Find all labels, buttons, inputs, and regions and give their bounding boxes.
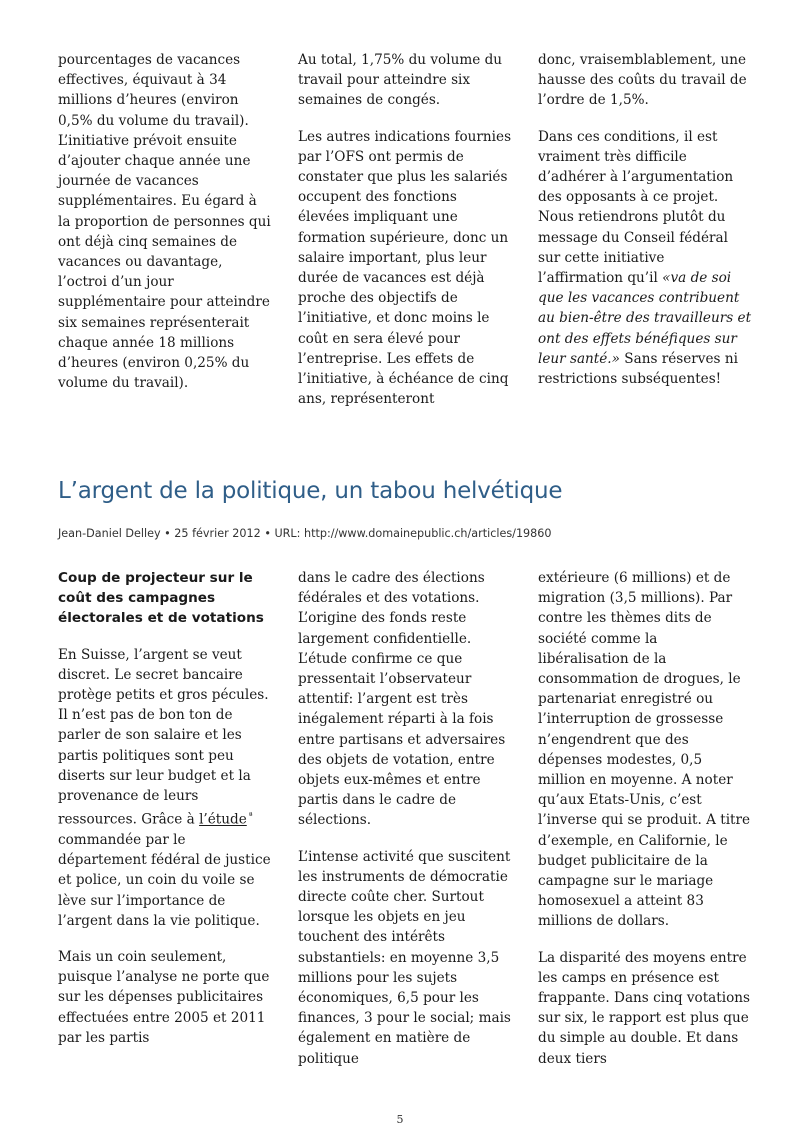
quote: «va de soi que les vacances contribuent au bien-être des travailleurs et ont des effets bénéfiques sur leur santé.»	[538, 270, 752, 367]
previous-article-column-3	[538, 50, 752, 389]
page-number: 5	[396, 1113, 404, 1126]
paragraph-text: En Suisse, l’argent se veut discret. Le secret bancaire protège petits et gros pécules. Il n’est pas de bon ton de parler de son salaire et les partis politiques sont peu diserts sur leur budget et la provenance de leurs ressources. Grâce à	[58, 646, 269, 828]
paragraph: extérieure (6 millions) et de migration (3,5 millions). Par contre les thèmes dits de société comme la libéralisation de la consommation de drogues, le partenariat enregistré ou l’interruption de grossesse n’engendrent que des dépenses modestes, 0,5 million en moyenne. A noter qu’aux Etats-Unis, c’est l’inverse qui se produit. A titre d’exemple, en Californie, le budget publicitaire de la campagne sur le mariage homosexuel a atteint 83 millions de dollars.	[538, 570, 751, 930]
study-link[interactable]: l’étude	[199, 811, 247, 828]
paragraph: Au total, 1,75% du volume du travail pour atteindre six semaines de congés.	[298, 52, 503, 109]
paragraph: Les autres indications fournies par l’OFS ont permis de constater que plus les salariés occupent des fonctions élevées impliquant une formation supérieure, donc un salaire important, plus leur durée de vacances est déjà proche des objectifs de l’initiative, et donc moins le coût en sera élevé pour l’entreprise. Les effets de l’initiative, à échéance de cinq ans, représenteront	[298, 128, 512, 408]
article-subhead: Coup de projecteur sur le coût des campagnes électorales et de votations	[58, 570, 264, 627]
paragraph: dans le cadre des élections fédérales et des votations. L’origine des fonds reste largement confidentielle. L’étude confirme ce que pressentait l’observateur attentif: l’argent est très inégalement réparti à la fois entre partisans et adversaires des objets de votation, entre objets eux-mêmes et entre partis dans le cadre de sélections.	[298, 570, 506, 829]
article-column-1	[58, 568, 272, 1048]
previous-article-column-1	[58, 50, 272, 393]
article-title: L’argent de la politique, un tabou helvétique	[58, 478, 563, 504]
paragraph	[538, 127, 752, 390]
previous-article-column-2	[298, 50, 512, 409]
paragraph-text: Dans ces conditions, il est vraiment très difficile d’adhérer à l’argumentation des opposants à ce projet. Nous retiendrons plutôt du message du Conseil fédéral sur cette initiative l’affirmation qu’il	[538, 128, 734, 287]
paragraph-text: Sans réserves ni restrictions subséquentes!	[538, 350, 738, 388]
article-column-3	[538, 568, 752, 1069]
paragraph: L’intense activité que suscitent les instruments de démocratie directe coûte cher. Surtout lorsque les objets en jeu touchent des intérêts substantiels: en moyenne 3,5 millions pour les sujets économiques, 6,5 pour les finances, 3 pour le social; mais également en matière de politique	[298, 848, 511, 1067]
external-link-icon: ª	[248, 811, 253, 821]
article-column-2	[298, 568, 512, 1069]
article-byline: Jean-Daniel Delley • 25 février 2012 • URL: http://www.domainepublic.ch/articles/19860	[58, 527, 552, 540]
paragraph: La disparité des moyens entre les camps en présence est frappante. Dans cinq votations sur six, le rapport est plus que du simple au double. Et dans deux tiers	[538, 949, 750, 1067]
paragraph: Mais un coin seulement, puisque l’analyse ne porte que sur les dépenses publicitaires effectuées entre 2005 et 2011 par les partis	[58, 948, 270, 1046]
paragraph-text: commandée par le département fédéral de justice et police, un coin du voile se lève sur l’importance de l’argent dans la vie politique.	[58, 831, 271, 929]
paragraph	[58, 645, 272, 931]
paragraph: donc, vraisemblablement, une hausse des coûts du travail de l’ordre de 1,5%.	[538, 52, 747, 109]
paragraph: pourcentages de vacances effectives, équivaut à 34 millions d’heures (environ 0,5% du volume du travail). L’initiative prévoit ensuite d’ajouter chaque année une journée de vacances supplémentaires. Eu égard à la proportion de personnes qui ont déjà cinq semaines de vacances ou davantage, l’octroi d’un jour supplémentaire pour atteindre six semaines représenterait chaque année 18 millions d’heures (environ 0,25% du volume du travail).	[58, 52, 271, 392]
